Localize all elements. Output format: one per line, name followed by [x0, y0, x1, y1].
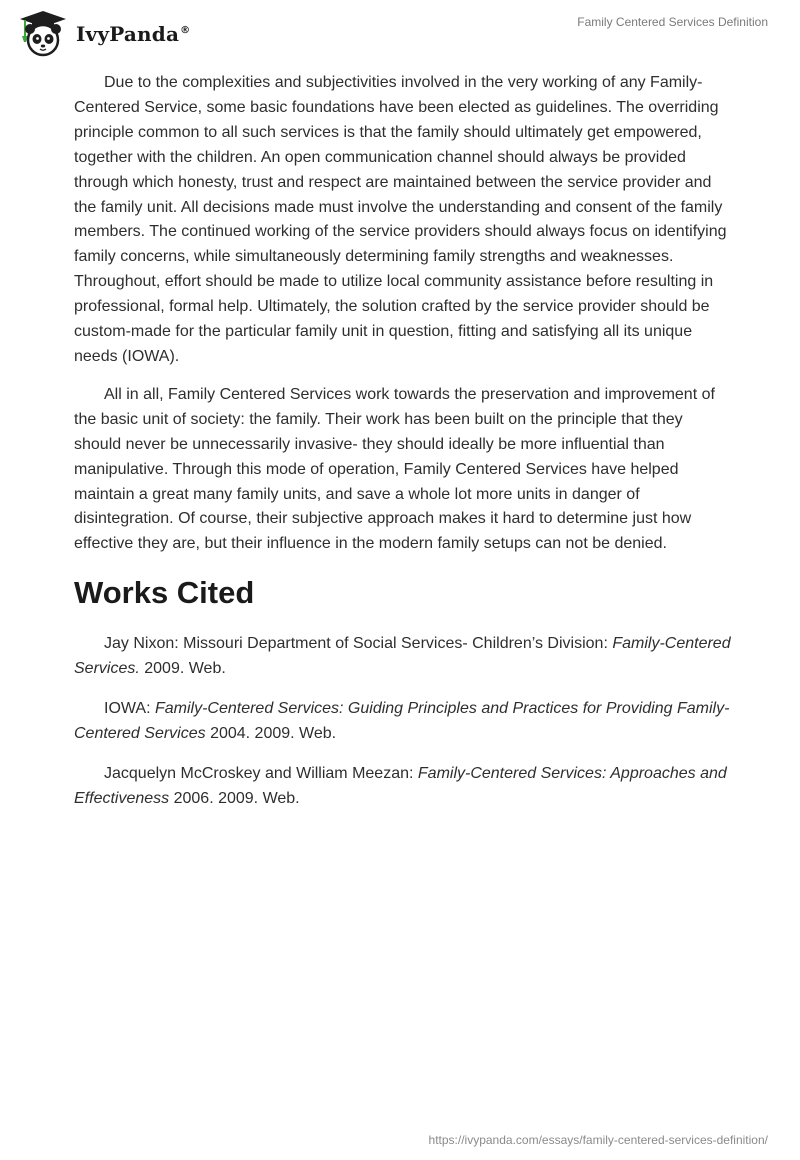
citation-3-title: Family-Centered Services: Approaches and Effectiveness	[74, 765, 727, 808]
citation-1-title: Family-Centered Services.	[74, 635, 731, 678]
brand-name: IvyPanda®	[76, 22, 191, 46]
citation-1-author: Jay Nixon: Missouri Department of Social Services- Children’s Division:	[104, 635, 613, 653]
citation-2-title: Family-Centered Services: Guiding Principles and Practices for Providing Family-Centered Services	[74, 700, 730, 743]
citation-2-details: 2004. 2009. Web.	[205, 725, 337, 743]
works-cited-heading: Works Cited	[74, 575, 255, 611]
essay-content	[74, 71, 734, 826]
citation-1-details: 2009. Web.	[139, 660, 226, 678]
source-url-link[interactable]: https://ivypanda.com/essays/family-centered-services-definition/	[428, 1133, 768, 1147]
citation-2	[74, 696, 734, 746]
panda-graduate-logo-icon	[14, 8, 72, 58]
ivypanda-logo[interactable]	[14, 8, 190, 58]
body-paragraph-1: Due to the complexities and subjectivities involved in the very working of any Family-Centered Service, some basic foundations have been elected as guidelines. The overriding principle common to all such services is that the family should ultimately get empowered, together with the children. An open communication channel should always be provided through which honesty, trust and respect are maintained between the service provider and the family unit. All decisions made must involve the understanding and consent of the family members. The continued working of the service providers should always focus on identifying family concerns, while simultaneously determining family strengths and weaknesses. Throughout, effort should be made to utilize local community assistance before resulting in professional, formal help. Ultimately, the solution crafted by the service provider should be custom-made for the particular family unit in question, fitting and satisfying all its unique needs (IOWA).	[74, 74, 727, 365]
body-paragraph-2: All in all, Family Centered Services work towards the preservation and improvement of the basic unit of society: the family. Their work has been built on the principle that they should never be unnecessarily invasive- they should ideally be more influential than manipulative. Through this mode of operation, Family Centered Services have helped maintain a great many family units, and save a whole lot more units in danger of disintegration. Of course, their subjective approach makes it hard to determine just how effective they are, but their influence in the modern family setups can not be denied.	[74, 385, 715, 553]
registered-mark: ®	[180, 25, 191, 37]
running-title: Family Centered Services Definition	[577, 15, 768, 29]
citation-3-details: 2006. 2009. Web.	[169, 790, 300, 808]
page-header	[0, 0, 800, 60]
citation-3-author: Jacquelyn McCroskey and William Meezan:	[104, 765, 418, 783]
citation-1	[74, 631, 734, 681]
citation-3	[74, 761, 734, 811]
citation-2-author: IOWA:	[104, 700, 155, 718]
